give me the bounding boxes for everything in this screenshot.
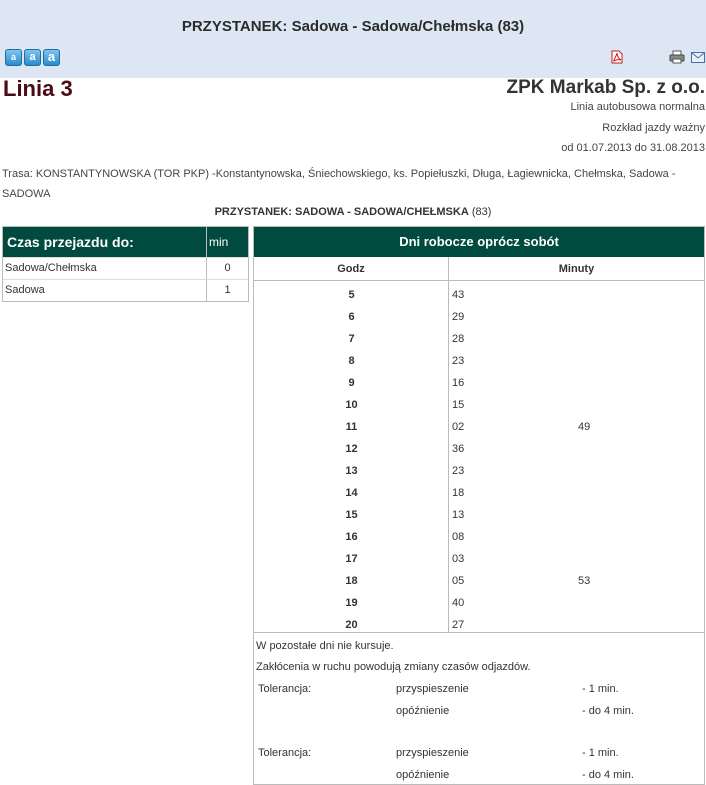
route-line-1: Trasa: KONSTANTYNOWSKA (TOR PKP) -Konstantynowska, Śniechowskiego, ks. Popiełuszki, Długa, Łagiewnicka, Chełmska, Sadowa - [2,168,676,180]
timetable-body [254,281,704,633]
travel-header-label: Czas przejazdu do: [3,227,207,257]
minute-value: 05 [452,575,465,587]
table-row [254,372,704,394]
stop-subtitle [0,206,706,218]
minute-value: 27 [452,619,465,631]
minutes-cell [449,460,704,482]
table-row [254,614,704,636]
validity-label: Rozkład jazdy ważny [602,122,705,134]
line-title: Linia 3 [3,76,73,101]
minute-value: 08 [452,531,465,543]
tolerance-blocks [256,678,702,785]
minutes-cell [449,350,704,372]
validity-range: od 01.07.2013 do 31.08.2013 [561,142,705,154]
table-row [254,548,704,570]
table-row [3,257,248,279]
tolerance-row [256,700,702,722]
minutes-cell [449,570,704,592]
hour-cell: 10 [345,399,358,411]
route-line-2: SADOWA [2,188,51,200]
hour-cell: 6 [348,311,355,323]
tolerance-label: Tolerancja: [258,747,312,759]
minutes-cell [449,284,704,306]
spacer [256,722,702,742]
table-row [254,570,704,592]
route-description [2,164,692,204]
timetable [253,226,705,785]
table-row [254,328,704,350]
hour-cell: 8 [348,355,355,367]
travel-time-header [3,227,248,257]
pdf-icon[interactable] [611,50,623,64]
travel-minutes: 1 [224,284,231,296]
tolerance-value: - do 4 min. [582,769,634,781]
tolerance-value: - 1 min. [582,747,619,759]
minute-value: 40 [452,597,465,609]
minutes-cell [449,548,704,570]
hour-cell: 20 [345,619,358,631]
table-row [254,592,704,614]
email-icon[interactable] [691,52,705,63]
hour-cell: 13 [345,465,358,477]
minute-value: 36 [452,443,465,455]
hour-cell: 17 [345,553,358,565]
table-row [3,279,248,301]
minutes-cell [449,394,704,416]
timetable-title: Dni robocze oprócz sobót [254,227,704,257]
timetable-rows [254,281,704,636]
table-row [254,504,704,526]
table-row [254,526,704,548]
table-row [254,350,704,372]
minute-value: 15 [452,399,465,411]
tolerance-row [256,742,702,764]
font-size-large-button[interactable]: a [43,49,60,66]
hour-cell: 9 [348,377,355,389]
hour-cell: 14 [345,487,358,499]
hour-cell: 12 [345,443,358,455]
hour-cell: 19 [345,597,358,609]
tolerance-row [256,678,702,700]
timetable-notes [254,633,704,785]
minute-value: 03 [452,553,465,565]
tolerance-kind: opóźnienie [396,705,450,717]
table-row [254,460,704,482]
minutes-cell [449,416,704,438]
table-row [254,482,704,504]
hour-column-header: Godz [254,257,449,280]
minutes-cell [449,306,704,328]
hour-cell: 11 [345,421,358,433]
tolerance-row [256,764,702,785]
no-service-note: W pozostałe dni nie kursuje. [256,640,394,652]
travel-stop-name: Sadowa [3,280,207,301]
stop-name: PRZYSTANEK: SADOWA - SADOWA/CHEŁMSKA [214,206,469,218]
line-type: Linia autobusowa normalna [570,101,705,113]
minute-value: 13 [452,509,465,521]
minute-value: 02 [452,421,465,433]
minutes-cell [449,504,704,526]
minutes-column-header: Minuty [558,263,595,275]
travel-time-table [2,226,249,302]
minutes-cell [449,526,704,548]
table-row [254,438,704,460]
travel-header-unit: min [209,235,229,249]
tolerance-value: - 1 min. [582,683,619,695]
tolerance-kind: przyspieszenie [396,747,469,759]
tolerance-value: - do 4 min. [582,705,634,717]
print-icon[interactable] [669,50,685,64]
disruption-note: Zakłócenia w ruchu powodują zmiany czasów odjazdów. [256,661,531,673]
hour-cell: 5 [348,289,355,301]
tolerance-kind: przyspieszenie [396,683,469,695]
minutes-cell [449,482,704,504]
timetable-column-headers [254,257,704,281]
hour-cell: 7 [348,333,355,345]
minute-value: 29 [452,311,465,323]
hour-cell: 15 [345,509,358,521]
minutes-cell [449,372,704,394]
font-size-medium-button[interactable]: a [24,49,41,66]
minutes-cell [449,614,704,636]
minutes-cell [449,438,704,460]
minute-value: 23 [452,355,465,367]
font-size-small-button[interactable]: a [5,49,22,66]
hour-cell: 18 [345,575,358,587]
minutes-cell [449,592,704,614]
minute-value: 49 [578,421,591,433]
table-row [254,394,704,416]
minute-value: 23 [452,465,465,477]
company-name: ZPK Markab Sp. z o.o. [506,77,705,98]
header-bar [0,0,706,78]
tolerance-label: Tolerancja: [258,683,312,695]
page-title: PRZYSTANEK: Sadowa - Sadowa/Chełmska (83) [181,18,525,35]
minute-value: 16 [452,377,465,389]
hour-cell: 16 [345,531,358,543]
minute-value: 43 [452,289,465,301]
minute-value: 53 [578,575,591,587]
travel-stop-name: Sadowa/Chełmska [3,258,207,279]
minutes-cell [449,328,704,350]
tolerance-kind: opóźnienie [396,769,450,781]
table-row [254,416,704,438]
stop-code: (83) [471,206,492,218]
travel-minutes: 0 [224,262,231,274]
minute-value: 18 [452,487,465,499]
table-row [254,284,704,306]
table-row [254,306,704,328]
minute-value: 28 [452,333,465,345]
